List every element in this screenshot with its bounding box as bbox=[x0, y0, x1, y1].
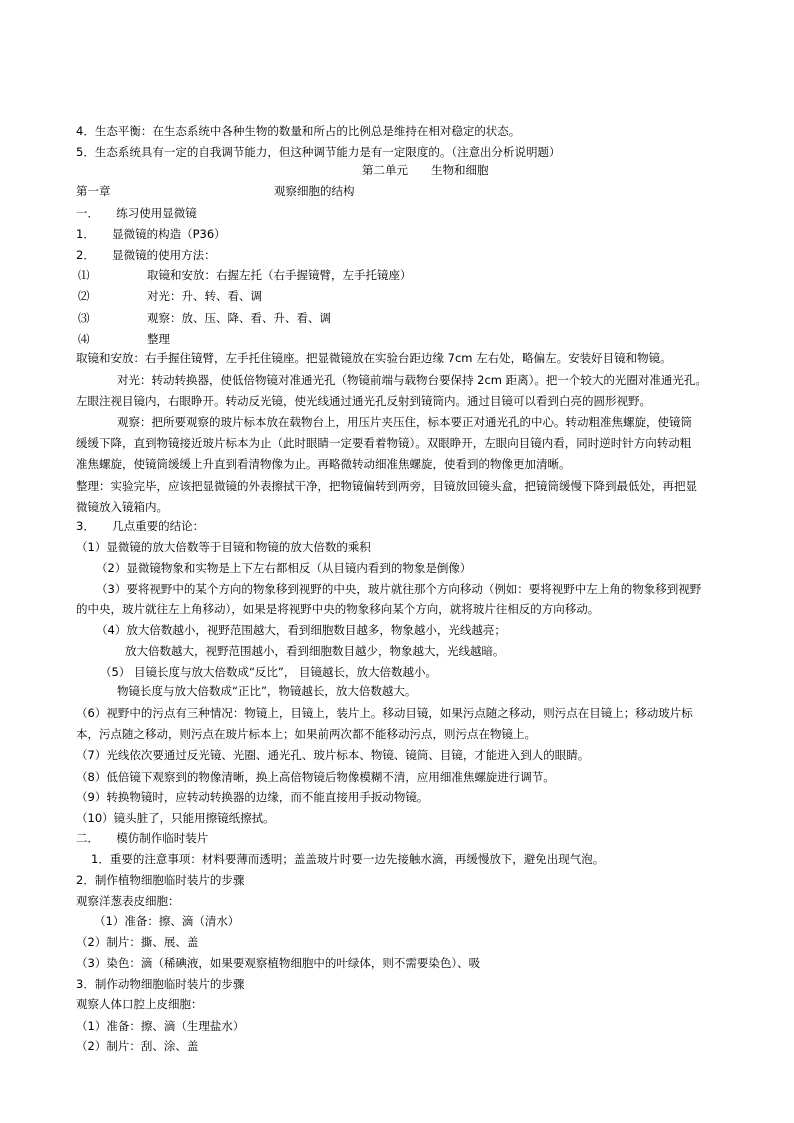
text-line: 2． 显微镜的使用方法： bbox=[76, 248, 216, 262]
text-line: 观察人体口腔上皮细胞： bbox=[76, 997, 203, 1011]
text-line: （1）准备：擦、滴（生理盐水） bbox=[76, 1019, 245, 1033]
text-line: ⑶ 观察：放、压、降、看、升、看、调 bbox=[78, 311, 331, 325]
text-line: （2）制片：刮、涂、盖 bbox=[76, 1039, 199, 1053]
text-line: 3． 几点重要的结论： bbox=[76, 519, 205, 533]
text-line: （10）镜头脏了，只能用擦镜纸擦拭。 bbox=[76, 811, 275, 825]
text-line: 缓缓下降，直到物镜接近玻片标本为止（此时眼睛一定要看着物镜）。双眼睁开，左眼向目镜内看，同时逆时针方向转动粗 bbox=[76, 436, 692, 450]
text-line: 5．生态系统具有一定的自我调节能力，但这种调节能力是有一定限度的。（注意出分析说明题） bbox=[76, 145, 561, 159]
text-line: 3．制作动物细胞临时装片的步骤 bbox=[76, 977, 245, 991]
text-line: 1．重要的注意事项：材料要薄而透明；盖盖玻片时要一边先接触水滴，再缓慢放下，避免出现气泡。 bbox=[91, 852, 605, 866]
text-line: （2）显微镜物象和实物是上下左右都相反（从目镜内看到的物象是倒像） bbox=[96, 561, 472, 575]
text-line: 1． 显微镜的构造（P36） bbox=[76, 227, 226, 241]
text-line: ⑷ 整理 bbox=[78, 332, 170, 346]
text-line: 二． 模仿制作临时装片 bbox=[76, 831, 209, 845]
text-line: 左眼注视目镜内，右眼睁开。转动反光镜，使光线通过通光孔反射到镜筒内。通过目镜可以看到白亮的圆形视野。 bbox=[76, 394, 651, 408]
text-line: 一． 练习使用显微镜 bbox=[76, 206, 197, 220]
text-line: 观察：把所要观察的玻片标本放在载物台上，用压片夹压住，标本要正对通光孔的中心。转动粗准焦螺旋，使镜筒 bbox=[117, 415, 692, 429]
text-line: 观察洋葱表皮细胞： bbox=[76, 894, 180, 908]
text-line: 第一章 bbox=[76, 184, 111, 198]
text-line: 物镜长度与放大倍数成“正比”，物镜越长，放大倍数越大。 bbox=[117, 684, 417, 698]
text-line: （7）光线依次要通过反光镜、光圈、通光孔、玻片标本、物镜、镜筒、目镜，才能进入到人的眼睛。 bbox=[76, 748, 590, 762]
text-line: （4）放大倍数越小，视野范围越大，看到细胞数目越多，物象越小，光线越亮； bbox=[96, 623, 506, 637]
text-line: ⑴ 取镜和安放：右握左托（右手握镜臂，左手托镜座） bbox=[78, 268, 412, 282]
text-line: 取镜和安放：右手握住镜臂，左手托住镜座。把显微镜放在实验台距边缘 7cm 左右处，略偏左。安装好目镜和物镜。 bbox=[76, 351, 672, 365]
text-line: （1）显微镜的放大倍数等于目镜和物镜的放大倍数的乘积 bbox=[76, 540, 371, 554]
text-line: 放大倍数越大，视野范围越小，看到细胞数目越少，物象越大，光线越暗。 bbox=[125, 644, 505, 658]
text-line: （6）视野中的污点有三种情况：物镜上，目镜上，装片上。移动目镜，如果污点随之移动，则污点在目镜上；移动玻片标 bbox=[76, 706, 693, 720]
text-line: 本，污点随之移动，则污点在玻片标本上；如果前两次都不能移动污点，则污点在物镜上。 bbox=[76, 727, 536, 741]
text-line: 的中央，玻片就往左上角移动），如果是将视野中央的物象移向某个方向，就将玻片往相反的方向移动。 bbox=[76, 602, 600, 616]
text-line: （5） 目镜长度与放大倍数成“反比”， 目镜越长，放大倍数越小。 bbox=[100, 665, 438, 679]
text-line: （1）准备：擦、滴（清水） bbox=[94, 914, 240, 928]
text-line: 4．生态平衡：在生态系统中各种生物的数量和所占的比例总是维持在相对稳定的状态。 bbox=[76, 124, 521, 138]
text-line: 观察细胞的结构 bbox=[274, 184, 355, 198]
text-line: （3）要将视野中的某个方向的物象移到视野的中央，玻片就往那个方向移动（例如：要将视野中左上角的物象移到视野 bbox=[96, 582, 702, 596]
text-line: （9）转换物镜时，应转动转换器的边缘，而不能直接用手扳动物镜。 bbox=[76, 790, 429, 804]
text-line: 对光：转动转换器，使低倍物镜对准通光孔（物镜前端与载物台要保持 2cm 距离）。把一个较大的光圈对准通光孔。 bbox=[117, 373, 707, 387]
text-line: （3）染色：滴（稀碘液，如果要观察植物细胞中的叶绿体，则不需要染色）、吸 bbox=[76, 956, 481, 970]
text-line: 整理：实验完毕，应该把显微镜的外表擦拭干净，把物镜偏转到两旁，目镜放回镜头盒，把镜筒缓慢下降到最低处，再把显 bbox=[76, 479, 697, 493]
text-line: （2）制片：撕、展、盖 bbox=[76, 935, 199, 949]
text-line: 微镜放入镜箱内。 bbox=[76, 500, 168, 514]
text-line: 准焦螺旋，使镜筒缓缓上升直到看清物像为止。再略微转动细准焦螺旋，使看到的物像更加清晰。 bbox=[76, 457, 571, 471]
text-line: ⑵ 对光：升、转、看、调 bbox=[78, 289, 262, 303]
text-line: （8）低倍镜下观察到的物像清晰，换上高倍物镜后物像模糊不清，应用细准焦螺旋进行调节。 bbox=[76, 770, 555, 784]
text-line: 第二单元 生物和细胞 bbox=[362, 163, 489, 177]
text-line: 2．制作植物细胞临时装片的步骤 bbox=[76, 873, 245, 887]
